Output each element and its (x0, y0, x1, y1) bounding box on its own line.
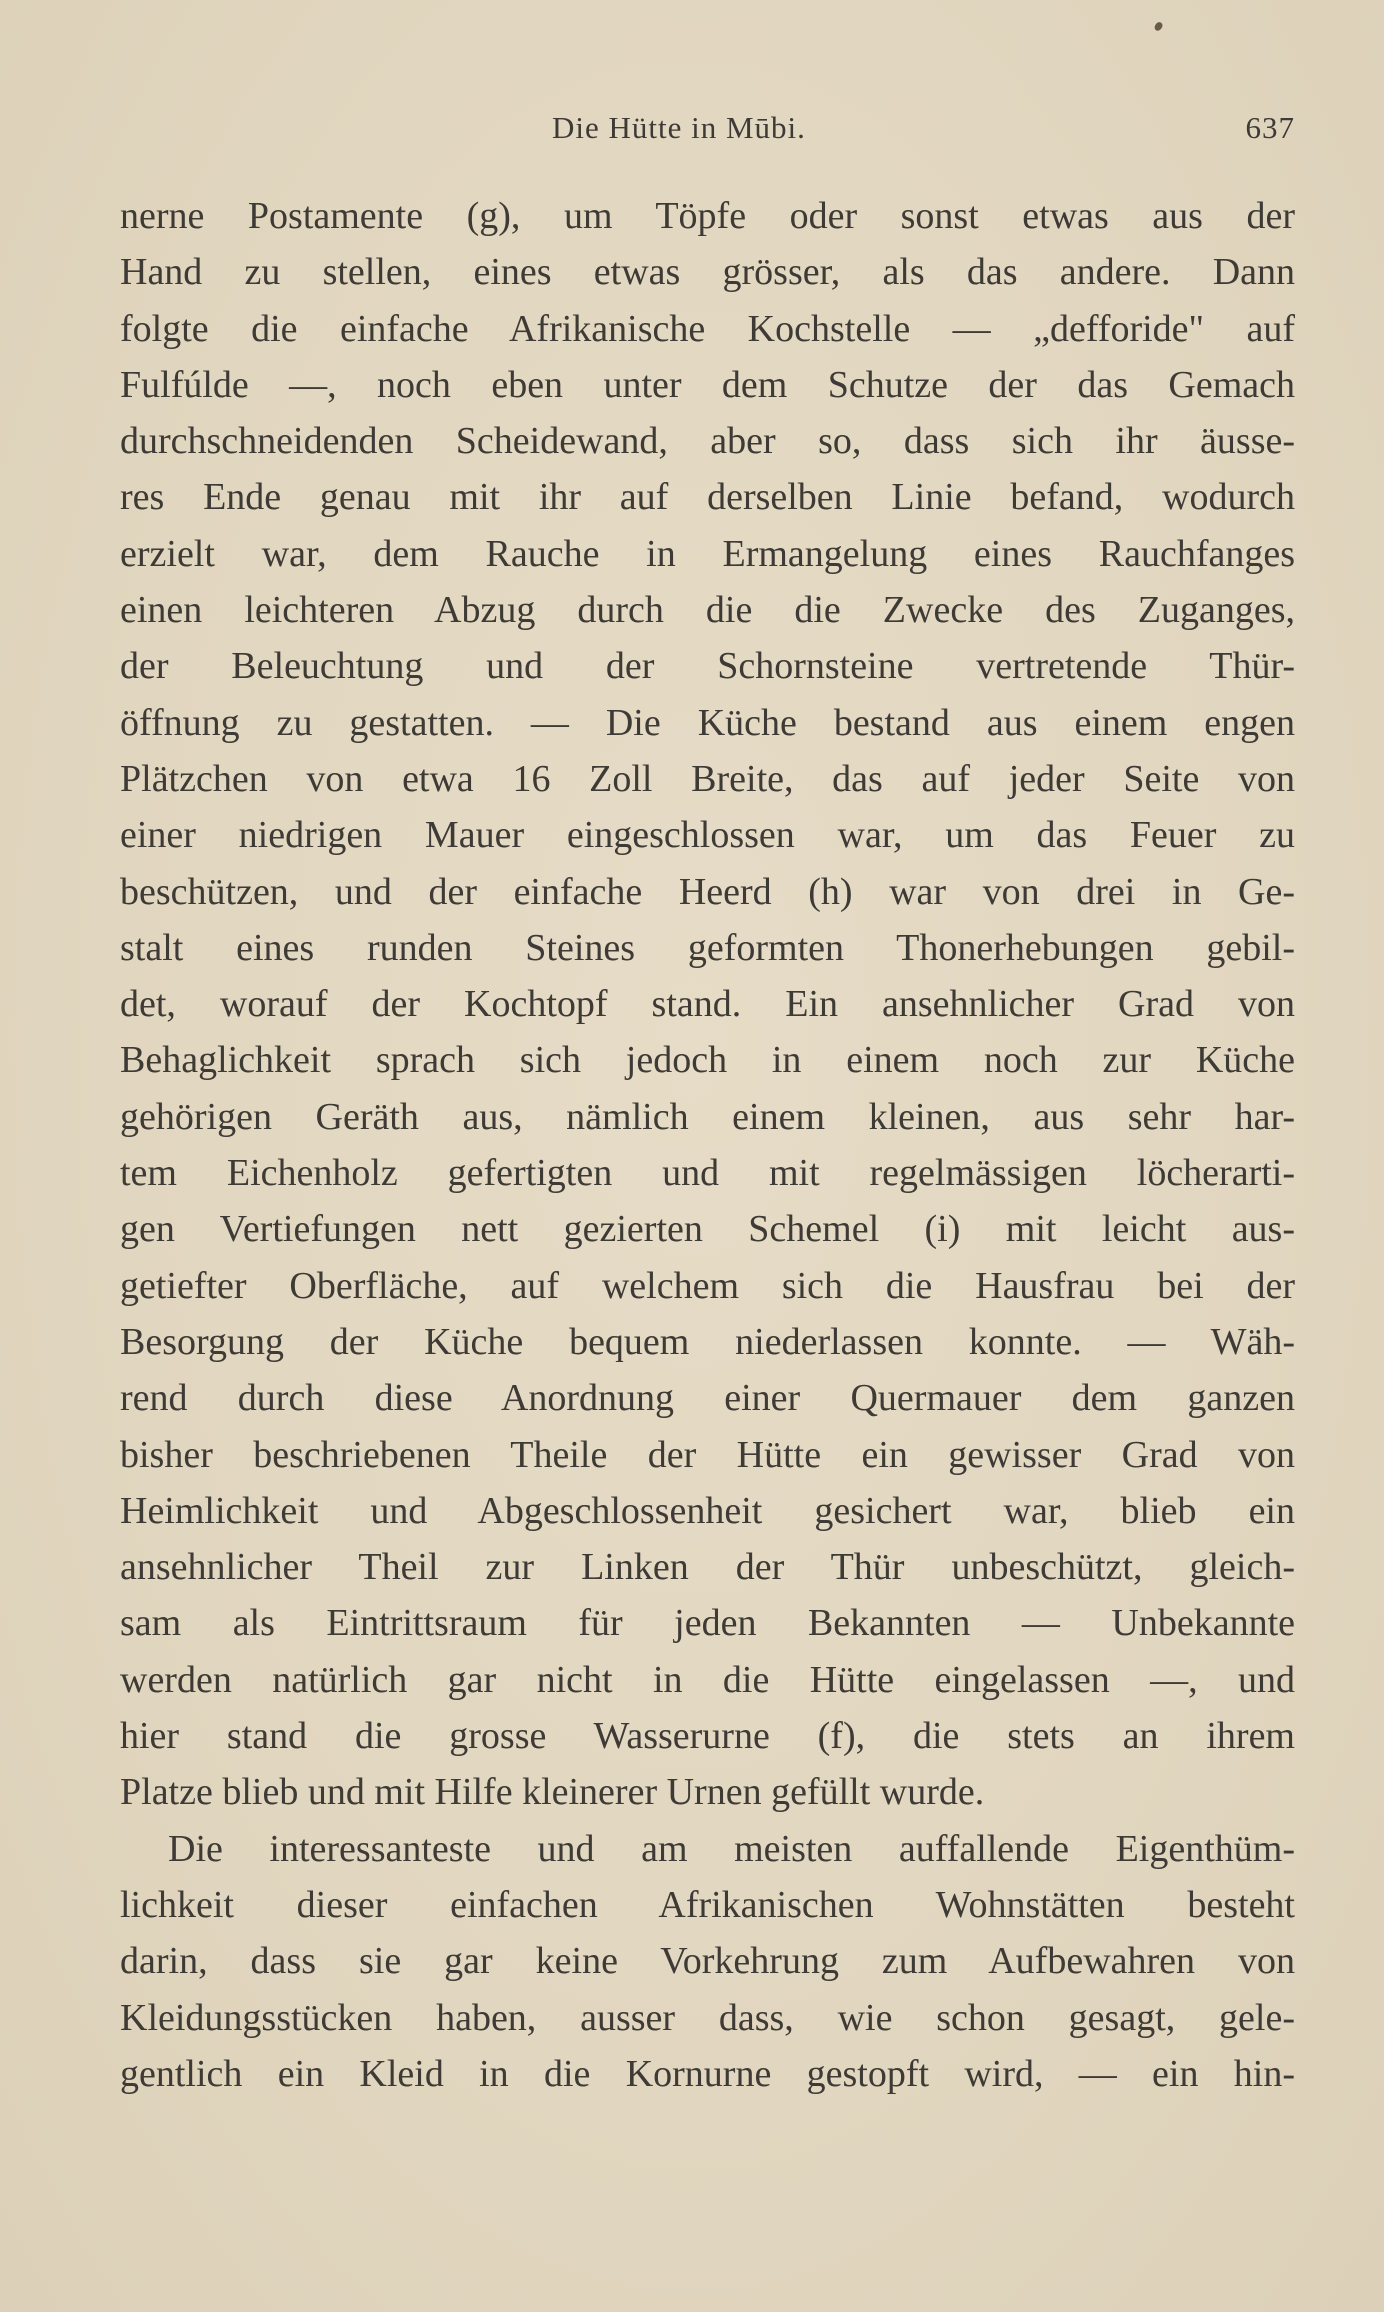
running-title: Die Hütte in Mūbi. (552, 110, 806, 145)
text-line: gentlich ein Kleid in die Kornurne gestopft wird, — ein hin- (120, 2052, 1295, 2095)
text-line: gen Vertiefungen nett gezierten Schemel (i) mit leicht aus- (120, 1208, 1295, 1251)
page-number: 637 (1245, 110, 1295, 145)
text-line: werden natürlich gar nicht in die Hütte eingelassen —, und (120, 1658, 1295, 1701)
text-line: det, worauf der Kochtopf stand. Ein ansehnlicher Grad von (120, 983, 1295, 1026)
text-line: einer niedrigen Mauer eingeschlossen war, um das Feuer zu (120, 814, 1295, 857)
text-line: Behaglichkeit sprach sich jedoch in einem noch zur Küche (120, 1039, 1295, 1082)
text-line: hier stand die grosse Wasserurne (f), die stets an ihrem (120, 1715, 1295, 1758)
text-line: bisher beschriebenen Theile der Hütte ein gewisser Grad von (120, 1433, 1295, 1476)
text-line: Die interessanteste und am meisten auffallende Eigenthüm- (168, 1827, 1295, 1870)
text-line: der Beleuchtung und der Schornsteine vertretende Thür- (120, 645, 1295, 688)
text-line: Heimlichkeit und Abgeschlossenheit gesichert war, blieb ein (120, 1489, 1295, 1532)
text-line: Kleidungsstücken haben, ausser dass, wie schon gesagt, gele- (120, 1996, 1295, 2039)
text-line: gehörigen Geräth aus, nämlich einem kleinen, aus sehr har- (120, 1095, 1295, 1138)
text-line: sam als Eintrittsraum für jeden Bekannten — Unbekannte (120, 1602, 1295, 1645)
text-line: Fulfúlde —, noch eben unter dem Schutze der das Gemach (120, 363, 1295, 406)
body-text (120, 188, 1295, 2102)
text-line: ansehnlicher Theil zur Linken der Thür unbeschützt, gleich- (120, 1546, 1295, 1589)
text-line: Plätzchen von etwa 16 Zoll Breite, das auf jeder Seite von (120, 757, 1295, 800)
text-line: Besorgung der Küche bequem niederlassen konnte. — Wäh- (120, 1320, 1295, 1363)
text-line: rend durch diese Anordnung einer Quermauer dem ganzen (120, 1377, 1295, 1420)
text-line: res Ende genau mit ihr auf derselben Linie befand, wodurch (120, 476, 1295, 519)
text-line: stalt eines runden Steines geformten Thonerhebungen gebil- (120, 926, 1295, 969)
text-line: Platze blieb und mit Hilfe kleinerer Urnen gefüllt wurde. (120, 1771, 985, 1814)
text-line: getiefter Oberfläche, auf welchem sich die Hausfrau bei der (120, 1264, 1295, 1307)
text-line: öffnung zu gestatten. — Die Küche bestand aus einem engen (120, 701, 1295, 744)
paragraph-1 (120, 188, 1295, 1821)
text-line: folgte die einfache Afrikanische Kochstelle — „defforide" auf (120, 307, 1295, 350)
text-line: tem Eichenholz gefertigten und mit regelmässigen löcherarti- (120, 1152, 1295, 1195)
text-line: lichkeit dieser einfachen Afrikanischen Wohnstätten besteht (120, 1883, 1295, 1926)
paragraph-2 (120, 1821, 1295, 2102)
text-line: erzielt war, dem Rauche in Ermangelung eines Rauchfanges (120, 532, 1295, 575)
text-line: beschützen, und der einfache Heerd (h) war von drei in Ge- (120, 870, 1295, 913)
ink-speck (1153, 21, 1163, 32)
text-line: einen leichteren Abzug durch die die Zwecke des Zuganges, (120, 589, 1295, 632)
text-line: darin, dass sie gar keine Vorkehrung zum Aufbewahren von (120, 1940, 1295, 1983)
text-line: durchschneidenden Scheidewand, aber so, dass sich ihr äusse- (120, 420, 1295, 463)
running-header (120, 110, 1295, 150)
text-line: nerne Postamente (g), um Töpfe oder sonst etwas aus der (120, 195, 1295, 237)
text-line: Hand zu stellen, eines etwas grösser, als das andere. Dann (120, 251, 1295, 294)
